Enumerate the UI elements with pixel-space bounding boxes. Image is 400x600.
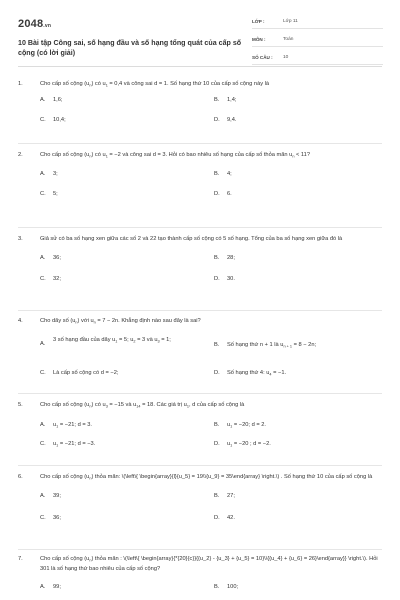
meta-label: SỐ CÂU :	[252, 54, 273, 60]
question-number: 4.	[18, 318, 23, 324]
option-a[interactable]: A. 36;	[40, 255, 61, 262]
question-number: 2.	[18, 152, 23, 158]
option-c[interactable]: C. 36;	[40, 515, 61, 522]
site-logo[interactable]	[18, 18, 246, 30]
question-number: 7.	[18, 556, 23, 562]
option-d[interactable]: D. 42.	[214, 515, 235, 522]
question-number: 3.	[18, 236, 23, 242]
question-4	[18, 316, 384, 387]
option-b[interactable]: B. 1,4;	[214, 97, 237, 104]
question-6	[18, 472, 384, 525]
option-d[interactable]: D. $u_1 = -20$ ; d = −2.	[214, 441, 271, 448]
question-text: Giả sử có ba số hạng xen giữa các số 2 và 22 tạo thành cấp số cộng có 5 số hạng. Tổng của ba số hạng xen giữa đó là	[40, 236, 343, 242]
question-7	[18, 554, 384, 594]
question-divider	[18, 143, 382, 144]
option-c[interactable]: C. 32;	[40, 276, 61, 283]
meta-box	[252, 14, 383, 65]
meta-row-subject	[252, 32, 383, 47]
option-b[interactable]: B. Số hạng thứ n + 1 là $u_{n + 1} = 8 - 2n$;	[214, 342, 317, 349]
meta-label: LỚP :	[252, 18, 265, 24]
question-text: Cho cấp số cộng $(u_n)$ thỏa mãn: \(\left\{ \begin{array}{l}{u_5} = 19\\{u_9} = 35\end{array} \right.\) . Số hạng thứ 10 của cấp số cộng là	[40, 474, 373, 481]
question-divider	[18, 310, 382, 311]
question-text: Cho cấp số cộng $(u_n)$ có $u_3 = -15$ và $u_{14} = 18$. Các giá trị $u_1$, d của cấp số cộng là	[40, 402, 245, 409]
question-divider	[18, 465, 382, 466]
meta-value: 10	[283, 54, 289, 60]
option-c[interactable]: C. Là cấp số cộng có d = −2;	[40, 370, 119, 377]
option-b[interactable]: B. 4;	[214, 171, 232, 178]
header-divider	[18, 66, 382, 67]
option-b[interactable]: B. 28;	[214, 255, 235, 262]
question-5	[18, 400, 384, 455]
option-d[interactable]: D. 6.	[214, 191, 232, 198]
question-number: 1.	[18, 81, 23, 87]
option-b[interactable]: B. $u_1 = -20$; d = 2.	[214, 422, 266, 429]
meta-value: Lớp 11	[283, 18, 298, 24]
option-a[interactable]: A. 3 số hạng đầu của dãy $u_1 = 5$; $u_2 = 3$ và $u_3 = 1$;	[40, 337, 171, 348]
option-b[interactable]: B. 100;	[214, 583, 239, 590]
option-a[interactable]: A. $u_1 = -21$; d = 3.	[40, 422, 92, 429]
option-d[interactable]: D. 9,4.	[214, 117, 237, 124]
question-2	[18, 150, 384, 201]
option-a[interactable]: A. 3;	[40, 171, 58, 178]
question-text: Cho cấp số cộng $(u_n)$ có $u_1 = 0,4$ và công sai d = 1. Số hạng thứ 10 của cấp số cộng này là	[40, 81, 270, 88]
option-a[interactable]: A. 39;	[40, 493, 61, 500]
option-b[interactable]: B. 27;	[214, 493, 235, 500]
question-3	[18, 234, 384, 285]
option-c[interactable]: C. 10,4;	[40, 117, 66, 124]
option-c[interactable]: C. $u_1 = -21$; d = −3.	[40, 441, 96, 448]
question-divider	[18, 393, 382, 394]
question-number: 6.	[18, 474, 23, 480]
logo-text: 2048	[18, 18, 44, 30]
header-left	[18, 18, 246, 58]
question-1	[18, 79, 384, 128]
question-text: Cho cấp số cộng $(u_n)$ thỏa mãn : \(\left\{ \begin{array}{*{20}{c}}{{u_2} - {u_3} + {u_5} = 10}\\{{u_4} + {u_6} = 26}\end{array}} \right.\). Hỏi 301 là số hạng thứ bao nhiêu của cấp số cộng?	[40, 556, 378, 573]
option-d[interactable]: D. Số hạng thứ 4: $u_4 = -1$.	[214, 370, 287, 377]
meta-row-class	[252, 14, 383, 29]
option-a[interactable]: A. 99;	[40, 583, 61, 590]
question-text: Cho cấp số cộng $(u_n)$ có $u_1 = -2$ và công sai d = 3. Hỏi có bao nhiêu số hạng của cấp số thỏa mãn $u_n < 11$?	[40, 152, 310, 159]
document-title: 10 Bài tập Công sai, số hạng đầu và số hạng tổng quát của cấp số cộng (có lời giải)	[18, 39, 242, 57]
option-d[interactable]: D. 30.	[214, 276, 235, 283]
meta-value: Toán	[283, 36, 294, 42]
question-number: 5.	[18, 402, 23, 408]
logo-tld: .vn	[43, 23, 52, 29]
question-divider	[18, 227, 382, 228]
option-a[interactable]: A. 1,6;	[40, 97, 63, 104]
meta-label: MÔN :	[252, 36, 266, 42]
question-divider	[18, 549, 382, 550]
meta-row-count	[252, 50, 383, 65]
option-c[interactable]: C. 5;	[40, 191, 58, 198]
question-text: Cho dãy số $(u_n)$ với $u_n = 7 - 2n$. Khẳng định nào sau đây là sai?	[40, 318, 201, 325]
